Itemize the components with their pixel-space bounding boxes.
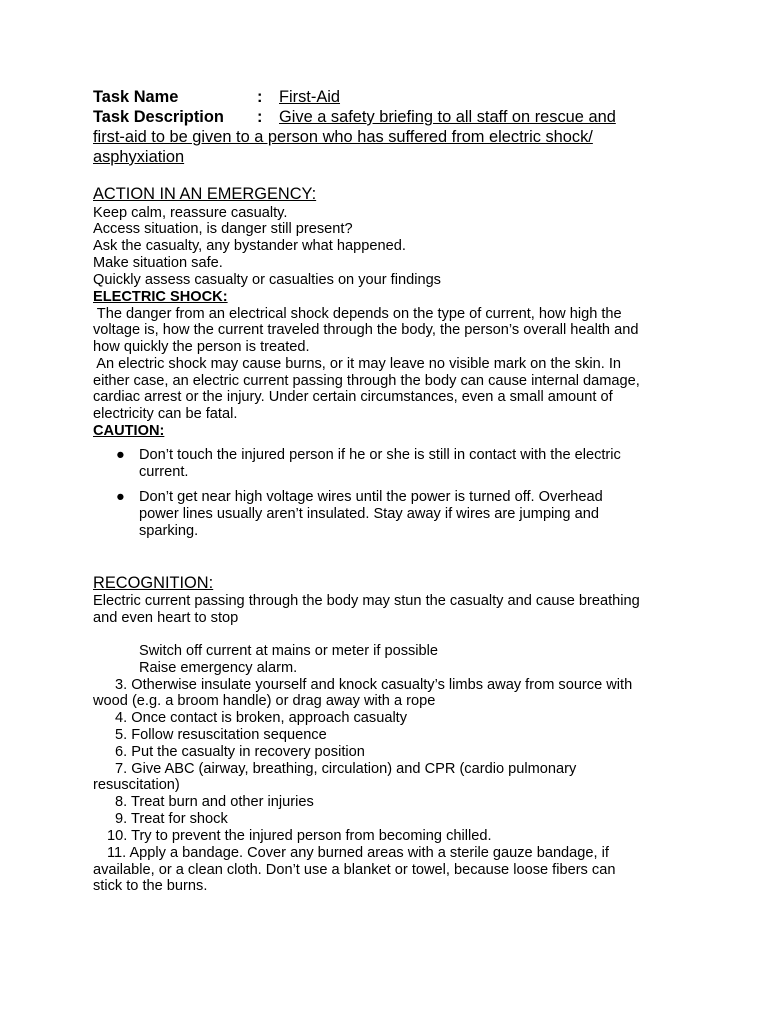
electric-shock-line: An electric shock may cause burns, or it may leave no visible mark on the skin. In: [93, 356, 622, 372]
emergency-line: Access situation, is danger still present?: [93, 221, 353, 237]
emergency-line: Make situation safe.: [93, 255, 223, 271]
recognition-step: wood (e.g. a broom handle) or drag away with a rope: [93, 693, 436, 709]
caution-bullet-line: sparking.: [139, 523, 199, 539]
recognition-line: Electric current passing through the body may stun the casualty and cause breathing: [93, 593, 640, 609]
recognition-step: 10. Try to prevent the injured person from becoming chilled.: [107, 828, 492, 844]
caution-bullet-line: Don’t get near high voltage wires until the power is turned off. Overhead: [139, 489, 603, 505]
task-description-colon: :: [257, 108, 263, 126]
electric-shock-heading: ELECTRIC SHOCK:: [93, 289, 228, 305]
recognition-step: 3. Otherwise insulate yourself and knock casualty’s limbs away from source with: [115, 677, 633, 693]
recognition-heading: RECOGNITION:: [93, 574, 214, 592]
electric-shock-line: voltage is, how the current traveled through the body, the person’s overall health and: [93, 322, 639, 338]
emergency-heading: ACTION IN AN EMERGENCY:: [93, 185, 317, 203]
electric-shock-line: cardiac arrest or the injury. Under certain circumstances, even a small amount of: [93, 389, 613, 405]
emergency-line: Ask the casualty, any bystander what happened.: [93, 238, 406, 254]
emergency-line: Keep calm, reassure casualty.: [93, 205, 288, 221]
emergency-line: Quickly assess casualty or casualties on your findings: [93, 272, 441, 288]
recognition-step: 4. Once contact is broken, approach casualty: [115, 710, 408, 726]
task-name-value: First-Aid: [279, 88, 341, 106]
recognition-step: stick to the burns.: [93, 878, 208, 894]
recognition-line: and even heart to stop: [93, 610, 239, 626]
recognition-step: 11. Apply a bandage. Cover any burned areas with a sterile gauze bandage, if: [107, 845, 609, 861]
recognition-step: available, or a clean cloth. Don’t use a blanket or towel, because loose fibers can: [93, 862, 616, 878]
recognition-step: 6. Put the casualty in recovery position: [115, 744, 365, 760]
task-description-row: [93, 107, 616, 127]
electric-shock-line: either case, an electric current passing through the body can cause internal damage,: [93, 373, 640, 389]
bullet-icon: ●: [116, 447, 125, 463]
task-description-line: Give a safety briefing to all staff on rescue and: [279, 108, 616, 126]
recognition-step: Switch off current at mains or meter if possible: [139, 643, 439, 659]
electric-shock-line: The danger from an electrical shock depends on the type of current, how high the: [93, 306, 622, 322]
recognition-step: 7. Give ABC (airway, breathing, circulation) and CPR (cardio pulmonary: [115, 761, 577, 777]
recognition-step: 8. Treat burn and other injuries: [115, 794, 314, 810]
electric-shock-line: how quickly the person is treated.: [93, 339, 310, 355]
recognition-step: 9. Treat for shock: [115, 811, 228, 827]
caution-bullet-line: power lines usually aren’t insulated. Stay away if wires are jumping and: [139, 506, 599, 522]
recognition-step: 5. Follow resuscitation sequence: [115, 727, 327, 743]
recognition-step: resuscitation): [93, 777, 180, 793]
electric-shock-line: electricity can be fatal.: [93, 406, 238, 422]
recognition-step: Raise emergency alarm.: [139, 660, 298, 676]
task-name-colon: :: [257, 88, 263, 106]
caution-bullet-line: Don’t touch the injured person if he or she is still in contact with the electric: [139, 447, 621, 463]
task-description-label: Task Description: [93, 108, 224, 126]
caution-bullet-line: current.: [139, 464, 189, 480]
task-name-label: Task Name: [93, 88, 179, 106]
bullet-icon: ●: [116, 489, 125, 505]
task-description-line: asphyxiation: [93, 148, 185, 166]
caution-heading: CAUTION:: [93, 423, 165, 439]
task-name-row: [93, 87, 340, 107]
task-description-line: first-aid to be given to a person who has suffered from electric shock/: [93, 128, 593, 146]
